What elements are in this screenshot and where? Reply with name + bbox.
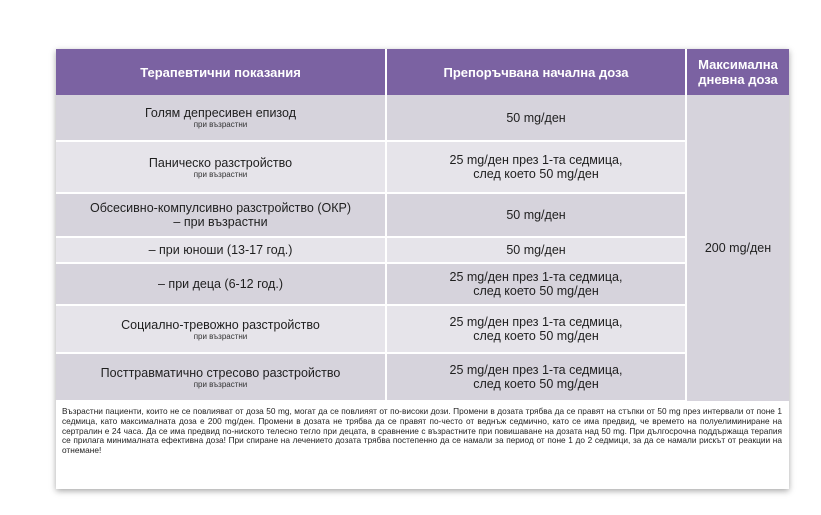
dose-line: след което 50 mg/ден (473, 167, 599, 181)
indication-sub: при възрастни (193, 120, 248, 129)
table-row (56, 141, 789, 193)
table-row (56, 237, 789, 263)
indication-label: – при юноши (13-17 год.) (148, 243, 293, 257)
footnote: Възрастни пациенти, които не се повлияват от доза 50 mg, могат да се повлияят от по-високи дози. Промени в дозата трябва да се правят на стъпки от 50 mg през интервали от поне 1 седмица, като максималната доза е 200 mg/ден. Промени в дозата не трябва да се правят по-често от веднъж седмично, като се има предвид, че времето на полуелиминиране на сертралин е 24 часа. Да се има предвид по-ниското телесно тегло при децата, в сравнение с възрастните при повишаване на дозата над 50 mg. При дългосрочна поддържаща терапия се прилага минималната ефективна доза! При спиране на лечението дозата трябва постепенно да се намали за период от поне 1 до 2 седмици, за да се намали рискът от реакции на отнемане! (62, 406, 782, 456)
indication-cell (56, 95, 386, 141)
indication-label: Паническо разстройство (148, 155, 293, 170)
dose-line: 25 mg/ден през 1-та седмица, (449, 363, 623, 377)
dose-cell (386, 263, 686, 305)
dosage-table (56, 49, 789, 402)
dose-line: 50 mg/ден (506, 110, 566, 125)
table-row (56, 193, 789, 237)
indication-sub: при възрастни (193, 169, 248, 179)
dose-cell (386, 353, 686, 401)
indication-cell (56, 237, 386, 263)
indication-cell (56, 141, 386, 193)
dose-line: 50 mg/ден (506, 243, 566, 257)
dosage-card (56, 49, 789, 489)
table-header-row (56, 49, 789, 95)
indication-cell (56, 353, 386, 401)
table-row (56, 95, 789, 141)
indication-label: Голям депресивен епизод (145, 106, 296, 120)
table-row (56, 353, 789, 401)
indication-cell (56, 263, 386, 305)
dose-line: 25 mg/ден през 1-та седмица, (449, 315, 623, 329)
dose-line: 50 mg/ден (506, 208, 566, 222)
indication-label: Обсесивно-компулсивно разстройство (ОКР) (89, 201, 351, 215)
dose-cell (386, 193, 686, 237)
indication-label: – при деца (6-12 год.) (158, 277, 283, 291)
header-start-dose: Препоръчвана начална доза (386, 49, 686, 95)
dose-line: след което 50 mg/ден (473, 377, 599, 391)
indication-label: Социално-тревожно разстройство (121, 317, 320, 332)
max-dose-value: 200 mg/ден (704, 241, 772, 255)
indication-sub-inline: – при възрастни (173, 215, 268, 229)
indication-cell (56, 193, 386, 237)
dose-line: 25 mg/ден през 1-та седмица, (449, 153, 623, 167)
dose-cell (386, 305, 686, 353)
indication-cell (56, 305, 386, 353)
dose-line: след което 50 mg/ден (473, 284, 599, 298)
dose-line: след което 50 mg/ден (473, 329, 599, 343)
table-row (56, 263, 789, 305)
table-row (56, 305, 789, 353)
dose-cell (386, 141, 686, 193)
max-dose-cell (686, 95, 789, 401)
indication-label: Посттравматично стресово разстройство (100, 365, 341, 380)
dose-cell (386, 95, 686, 141)
indication-sub: при възрастни (193, 379, 248, 389)
header-max-dose: Максимална дневна доза (686, 49, 789, 95)
dose-cell (386, 237, 686, 263)
dose-line: 25 mg/ден през 1-та седмица, (449, 270, 623, 284)
indication-sub: при възрастни (193, 331, 248, 341)
header-indication: Терапевтични показания (56, 49, 386, 95)
